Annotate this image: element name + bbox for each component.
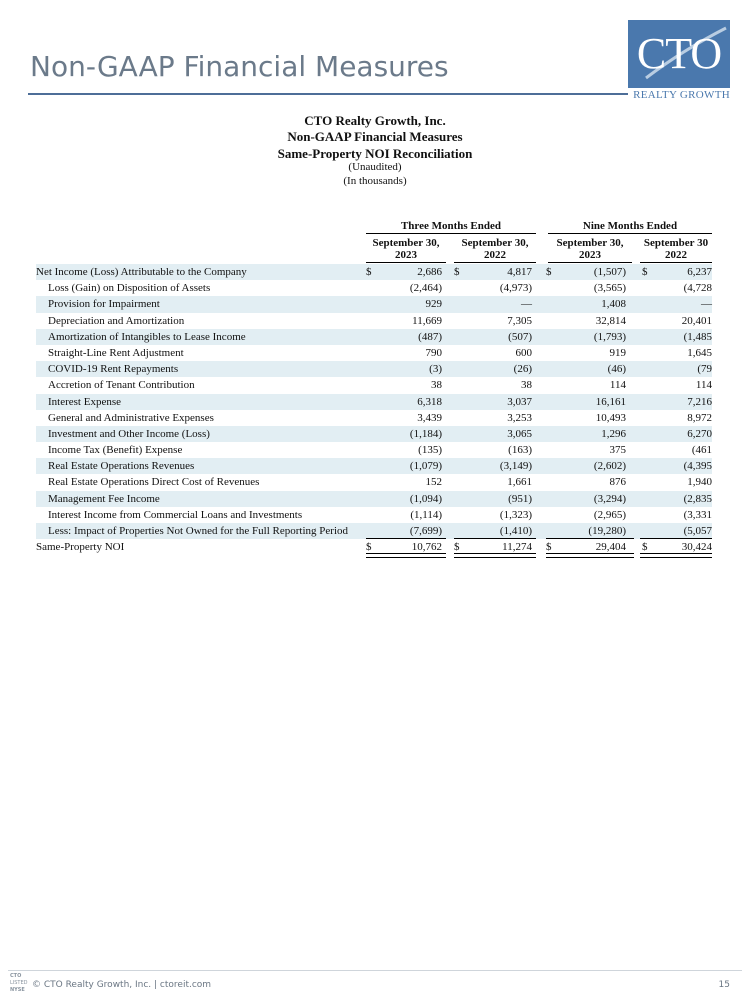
value-cell: (7,699) <box>409 525 442 537</box>
value-cell: 3,037 <box>507 395 532 408</box>
row-label: Income Tax (Benefit) Expense <box>48 444 183 457</box>
value-cell: (135) <box>418 444 442 457</box>
column-header-line2: 2023 <box>579 249 601 261</box>
value-cell: (1,094) <box>409 492 442 505</box>
total-double-underline <box>546 553 634 558</box>
row-label: Interest Expense <box>48 395 121 408</box>
row-label: Same-Property NOI <box>36 541 125 554</box>
value-cell: 4,817 <box>507 266 532 278</box>
value-cell: (2,464) <box>409 282 442 295</box>
title-rule <box>28 93 628 95</box>
table-row <box>36 394 712 410</box>
table-row <box>36 361 712 377</box>
value-cell: (3,331 <box>683 508 712 521</box>
table-row <box>36 377 712 393</box>
value-cell: (1,793) <box>593 330 626 343</box>
column-header-line2: 2022 <box>665 249 687 261</box>
value-cell: 32,814 <box>595 314 626 327</box>
row-label: Less: Impact of Properties Not Owned for the Full Reporting Period <box>48 525 349 537</box>
value-cell: 114 <box>609 379 626 392</box>
value-cell: 1,408 <box>601 298 626 311</box>
value-cell: 10,493 <box>595 411 626 424</box>
table-row <box>36 523 712 539</box>
table-row <box>36 426 712 442</box>
row-label: Management Fee Income <box>48 492 160 505</box>
group-header-three-months: Three Months Ended <box>366 220 536 234</box>
value-cell: — <box>521 298 532 311</box>
column-header-line1: September 30, <box>372 237 440 249</box>
row-label: Accretion of Tenant Contribution <box>48 379 195 392</box>
value-cell: (4,395 <box>683 460 712 473</box>
value-cell: 919 <box>609 346 626 359</box>
value-cell: 2,686 <box>417 266 442 278</box>
value-cell: 114 <box>695 379 712 392</box>
value-cell: 790 <box>425 346 442 359</box>
value-cell: 38 <box>521 379 532 392</box>
value-cell: (951) <box>508 492 532 505</box>
column-header-line1: September 30, <box>461 237 529 249</box>
footer-rule <box>8 970 742 971</box>
currency-symbol: $ <box>546 266 552 278</box>
value-cell: (2,602) <box>593 460 626 473</box>
column-header-line1: September 30 <box>643 237 709 249</box>
total-double-underline <box>366 553 446 558</box>
value-cell: (19,280) <box>588 525 626 537</box>
footer-logo <box>10 973 28 994</box>
value-cell: (461 <box>691 444 712 457</box>
value-cell: (1,184) <box>409 427 442 440</box>
column-header-line2: 2023 <box>395 249 417 261</box>
value-cell: 38 <box>431 379 442 392</box>
table-row <box>36 442 712 458</box>
value-cell: (163) <box>508 444 532 457</box>
value-cell: 11,669 <box>412 314 442 327</box>
table-row <box>36 280 712 296</box>
value-cell: 600 <box>515 346 532 359</box>
page-title: Non-GAAP Financial Measures <box>30 50 449 83</box>
value-cell: (3) <box>429 363 442 376</box>
report-title: Non-GAAP Financial Measures <box>287 129 463 144</box>
value-cell: (46) <box>607 363 626 376</box>
value-cell: 876 <box>609 476 626 489</box>
value-cell: 6,237 <box>687 266 712 278</box>
currency-symbol: $ <box>454 541 460 554</box>
table-row <box>36 296 712 312</box>
value-cell: 3,439 <box>417 411 442 424</box>
currency-symbol: $ <box>546 541 552 554</box>
value-cell: (26) <box>513 363 532 376</box>
logo-text: CTO <box>636 29 722 78</box>
value-cell: (79 <box>697 363 712 376</box>
group-header-nine-months: Nine Months Ended <box>548 220 712 234</box>
logo-subtext: REALTY GROWTH <box>633 89 730 101</box>
total-double-underline <box>640 553 712 558</box>
value-cell: 3,065 <box>507 427 532 440</box>
value-cell: (2,965) <box>593 508 626 521</box>
footer-logo-line3: NYSE <box>10 987 25 993</box>
value-cell: (507) <box>508 330 532 343</box>
row-label: Net Income (Loss) Attributable to the Company <box>36 266 247 278</box>
value-cell: 6,270 <box>687 427 712 440</box>
value-cell: 152 <box>425 476 442 489</box>
row-label: Amortization of Intangibles to Lease Income <box>48 330 246 343</box>
value-cell: 1,940 <box>687 476 712 489</box>
value-cell: (2,835 <box>683 492 712 505</box>
value-cell: (1,410) <box>499 525 532 537</box>
row-label: Interest Income from Commercial Loans and Investments <box>48 508 303 521</box>
table-row <box>36 329 712 345</box>
value-cell: 11,274 <box>502 541 532 554</box>
report-note-units: (In thousands) <box>343 175 407 187</box>
report-company: CTO Realty Growth, Inc. <box>304 113 446 128</box>
row-label: Investment and Other Income (Loss) <box>48 427 210 440</box>
row-label: Loss (Gain) on Disposition of Assets <box>48 282 211 295</box>
value-cell: (4,973) <box>499 282 532 295</box>
currency-symbol: $ <box>366 541 372 554</box>
value-cell: 929 <box>425 298 442 311</box>
value-cell: (1,079) <box>409 460 442 473</box>
value-cell: (1,507) <box>593 266 626 278</box>
row-label: Straight-Line Rent Adjustment <box>48 346 184 359</box>
row-label: Depreciation and Amortization <box>48 314 185 327</box>
value-cell: 8,972 <box>687 411 712 424</box>
reconciliation-table <box>36 264 712 555</box>
table-row <box>36 539 712 555</box>
value-cell: 30,424 <box>681 541 712 554</box>
currency-symbol: $ <box>366 266 372 278</box>
row-label: Provision for Impairment <box>48 298 160 311</box>
value-cell: 7,305 <box>507 314 532 327</box>
value-cell: 6,318 <box>417 395 442 408</box>
value-cell: 1,645 <box>687 346 712 359</box>
currency-symbol: $ <box>642 266 648 278</box>
table-row <box>36 410 712 426</box>
column-header <box>548 237 632 263</box>
report-subtitle: Same-Property NOI Reconciliation <box>277 146 473 161</box>
value-cell: 3,253 <box>507 411 532 424</box>
value-cell: (1,323) <box>499 508 532 521</box>
value-cell: (3,149) <box>499 460 532 473</box>
value-cell: (1,485 <box>683 330 712 343</box>
value-cell: 29,404 <box>595 541 626 554</box>
table-row <box>36 345 712 361</box>
value-cell: (487) <box>418 330 442 343</box>
row-label: General and Administrative Expenses <box>48 411 214 424</box>
column-header-line1: September 30, <box>556 237 624 249</box>
footer-copyright: © CTO Realty Growth, Inc. | ctoreit.com <box>32 980 212 990</box>
footer-logo-line1: CTO <box>10 973 22 979</box>
row-label: Real Estate Operations Revenues <box>48 460 195 473</box>
value-cell: (3,294) <box>593 492 626 505</box>
value-cell: 16,161 <box>595 395 626 408</box>
value-cell: 1,296 <box>601 427 626 440</box>
row-label: COVID-19 Rent Repayments <box>48 363 179 376</box>
value-cell: (5,057 <box>683 525 712 537</box>
column-header <box>640 237 712 263</box>
value-cell: (3,565) <box>593 282 626 295</box>
company-logo <box>628 20 730 88</box>
value-cell: 1,661 <box>507 476 532 489</box>
row-label: Real Estate Operations Direct Cost of Revenues <box>48 476 260 489</box>
footer-logo-line2: LISTED <box>10 980 28 986</box>
value-cell: 10,762 <box>411 541 442 554</box>
currency-symbol: $ <box>454 266 460 278</box>
table-row <box>36 458 712 474</box>
value-cell: (1,114) <box>410 508 442 521</box>
value-cell: 375 <box>609 444 626 457</box>
column-header <box>366 237 446 263</box>
page-number: 15 <box>718 980 730 990</box>
table-row <box>36 491 712 507</box>
column-header <box>454 237 536 263</box>
table-row <box>36 313 712 329</box>
table-row <box>36 264 712 280</box>
table-row <box>36 474 712 490</box>
value-cell: 20,401 <box>681 314 712 327</box>
total-double-underline <box>454 553 536 558</box>
report-note-unaudited: (Unaudited) <box>348 161 402 173</box>
table-row <box>36 507 712 523</box>
value-cell: 7,216 <box>687 395 712 408</box>
currency-symbol: $ <box>642 541 648 554</box>
value-cell: (4,728 <box>683 282 712 295</box>
value-cell: — <box>701 298 712 311</box>
column-header-line2: 2022 <box>484 249 506 261</box>
